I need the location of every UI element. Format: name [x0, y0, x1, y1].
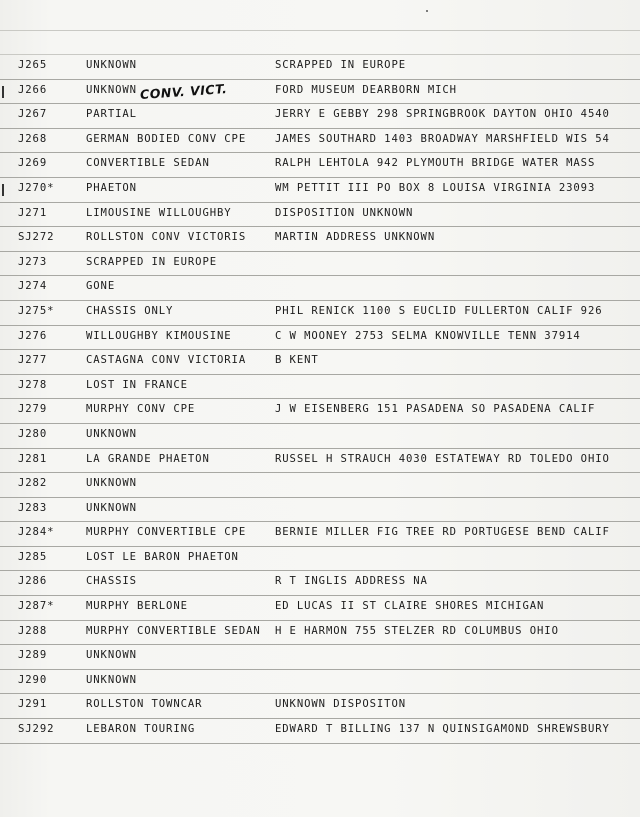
speck	[426, 10, 428, 12]
record-row	[0, 719, 640, 744]
disposition: JERRY E GEBBY 298 SPRINGBROOK DAYTON OHIO 4540	[275, 108, 610, 121]
body-style: MURPHY CONVERTIBLE CPE	[86, 526, 247, 539]
disposition: RUSSEL H STRAUCH 4030 ESTATEWAY RD TOLEDO OHIO	[275, 452, 610, 465]
disposition: UNKNOWN DISPOSITON	[275, 698, 407, 711]
record-row	[0, 203, 640, 228]
header-rule	[0, 30, 640, 31]
record-row	[0, 670, 640, 695]
chassis-id: J286	[18, 575, 48, 588]
body-style: GERMAN BODIED CONV CPE	[86, 132, 247, 145]
chassis-id: J274	[18, 280, 48, 293]
body-style: ROLLSTON CONV VICTORIS	[86, 231, 247, 244]
margin-tick	[2, 184, 4, 196]
body-style: MURPHY BERLONE	[86, 600, 188, 613]
body-style: MURPHY CONVERTIBLE SEDAN	[86, 624, 261, 637]
chassis-id: SJ292	[18, 723, 55, 736]
disposition: EDWARD T BILLING 137 N QUINSIGAMOND SHREWSBURY	[275, 723, 610, 736]
record-row	[0, 596, 640, 621]
body-style: LOST IN FRANCE	[86, 378, 188, 391]
body-style: SCRAPPED IN EUROPE	[86, 255, 218, 268]
record-row	[0, 326, 640, 351]
body-style: LOST LE BARON PHAETON	[86, 550, 239, 563]
disposition: B KENT	[275, 354, 319, 367]
body-style: CONVERTIBLE SEDAN	[86, 157, 210, 170]
chassis-id: J275*	[18, 304, 55, 317]
body-style: UNKNOWN	[86, 501, 137, 514]
body-style: CASTAGNA CONV VICTORIA	[86, 354, 247, 367]
disposition: RALPH LEHTOLA 942 PLYMOUTH BRIDGE WATER MASS	[275, 157, 596, 170]
disposition: BERNIE MILLER FIG TREE RD PORTUGESE BEND CALIF	[275, 526, 610, 539]
chassis-id: J266	[18, 83, 48, 96]
disposition: J W EISENBERG 151 PASADENA SO PASADENA CALIF	[275, 403, 596, 416]
record-row	[0, 694, 640, 719]
chassis-id: SJ272	[18, 231, 55, 244]
chassis-id: J288	[18, 624, 48, 637]
body-style: LIMOUSINE WILLOUGHBY	[86, 206, 232, 219]
disposition: WM PETTIT III PO BOX 8 LOUISA VIRGINIA 23093	[275, 181, 596, 194]
disposition: H E HARMON 755 STELZER RD COLUMBUS OHIO	[275, 624, 559, 637]
record-row	[0, 498, 640, 523]
record-row	[0, 449, 640, 474]
chassis-id: J284*	[18, 526, 55, 539]
record-row	[0, 104, 640, 129]
body-style: PARTIAL	[86, 108, 137, 121]
disposition: MARTIN ADDRESS UNKNOWN	[275, 231, 436, 244]
record-row	[0, 153, 640, 178]
body-style: CHASSIS ONLY	[86, 304, 174, 317]
record-row	[0, 547, 640, 572]
margin-tick	[2, 86, 4, 98]
disposition: C W MOONEY 2753 SELMA KNOWVILLE TENN 37914	[275, 329, 581, 342]
disposition: JAMES SOUTHARD 1403 BROADWAY MARSHFIELD WIS 54	[275, 132, 610, 145]
body-style: MURPHY CONV CPE	[86, 403, 196, 416]
record-row	[0, 129, 640, 154]
chassis-id: J290	[18, 673, 48, 686]
chassis-id: J282	[18, 477, 48, 490]
chassis-id: J276	[18, 329, 48, 342]
disposition: R T INGLIS ADDRESS NA	[275, 575, 428, 588]
chassis-id: J273	[18, 255, 48, 268]
body-style: UNKNOWN	[86, 477, 137, 490]
record-row	[0, 178, 640, 203]
body-style: UNKNOWN	[86, 673, 137, 686]
body-style: UNKNOWN	[86, 649, 137, 662]
chassis-id: J270*	[18, 181, 55, 194]
record-row	[0, 80, 640, 105]
handwritten-annotation: CONV. VICT.	[139, 80, 228, 103]
record-row	[0, 571, 640, 596]
body-style: CHASSIS	[86, 575, 137, 588]
record-row	[0, 375, 640, 400]
chassis-id: J265	[18, 59, 48, 71]
record-row	[0, 55, 640, 80]
record-row	[0, 350, 640, 375]
body-style: LEBARON TOURING	[86, 723, 196, 736]
record-row	[0, 424, 640, 449]
record-row	[0, 252, 640, 277]
record-row	[0, 522, 640, 547]
record-list	[0, 55, 640, 744]
record-row	[0, 645, 640, 670]
chassis-id: J285	[18, 550, 48, 563]
disposition: SCRAPPED IN EUROPE	[275, 59, 407, 71]
body-style: UNKNOWN	[86, 59, 137, 71]
body-style: GONE	[86, 280, 116, 293]
chassis-id: J283	[18, 501, 48, 514]
chassis-id: J291	[18, 698, 48, 711]
chassis-id: J280	[18, 427, 48, 440]
record-row	[0, 227, 640, 252]
chassis-id: J279	[18, 403, 48, 416]
chassis-id: J268	[18, 132, 48, 145]
record-row	[0, 276, 640, 301]
body-style: PHAETON	[86, 181, 137, 194]
body-style: UNKNOWN	[86, 83, 137, 96]
chassis-id: J271	[18, 206, 48, 219]
body-style: WILLOUGHBY KIMOUSINE	[86, 329, 232, 342]
chassis-id: J287*	[18, 600, 55, 613]
chassis-id: J281	[18, 452, 48, 465]
chassis-id: J269	[18, 157, 48, 170]
body-style: ROLLSTON TOWNCAR	[86, 698, 203, 711]
chassis-id: J267	[18, 108, 48, 121]
body-style: LA GRANDE PHAETON	[86, 452, 210, 465]
disposition: PHIL RENICK 1100 S EUCLID FULLERTON CALIF 926	[275, 304, 603, 317]
disposition: FORD MUSEUM DEARBORN MICH	[275, 83, 457, 96]
disposition: DISPOSITION UNKNOWN	[275, 206, 414, 219]
chassis-id: J277	[18, 354, 48, 367]
chassis-id: J289	[18, 649, 48, 662]
disposition: ED LUCAS II ST CLAIRE SHORES MICHIGAN	[275, 600, 545, 613]
record-row	[0, 399, 640, 424]
body-style: UNKNOWN	[86, 427, 137, 440]
record-row	[0, 473, 640, 498]
record-row	[0, 301, 640, 326]
chassis-id: J278	[18, 378, 48, 391]
record-row	[0, 621, 640, 646]
